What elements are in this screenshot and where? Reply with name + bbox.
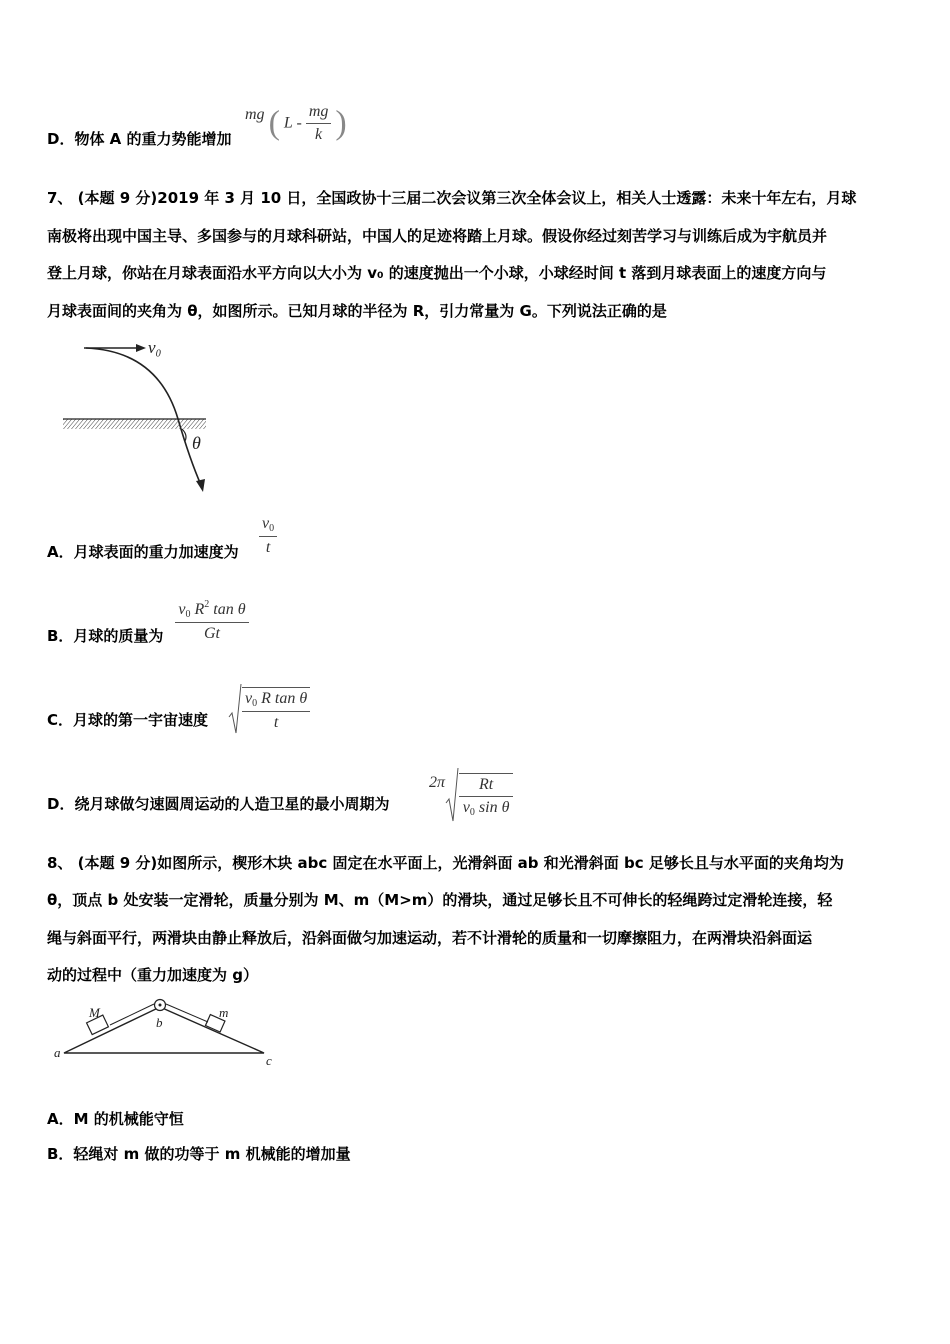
label-b: b [156, 1015, 163, 1030]
q7-option-d-formula: 2π $\frac{Rt}{v_0 \sin \theta}$ [429, 767, 513, 823]
q7-projectile-figure [58, 335, 238, 500]
q7-stem-line-1: 7、 (本题 9 分)2019 年 3 月 10 日，全国政协十三届二次会议第三次全体会议上，相关人士透露：未来十年左右，月球 [47, 189, 857, 207]
label-M: M [89, 1005, 100, 1020]
label-m: m [219, 1005, 229, 1020]
q7-option-c: C．月球的第一宇宙速度 [47, 711, 209, 729]
q7-stem-line-4: 月球表面间的夹角为 θ，如图所示。已知月球的半径为 R，引力常量为 G。下列说法正确的是 [47, 302, 667, 320]
label-a: a [54, 1045, 61, 1060]
velocity-label: v₀ [148, 338, 162, 357]
pulley-axle [159, 1004, 162, 1007]
q7-option-b: B．月球的质量为 [47, 627, 164, 645]
q8-option-b: B．轻绳对 m 做的功等于 m 机械能的增加量 [47, 1145, 351, 1163]
q7-option-a-formula: $\frac{v_0}{t}$ [259, 515, 277, 557]
sqrt-sign [445, 767, 459, 823]
q8-stem-line-4: 动的过程中（重力加速度为 g） [47, 966, 258, 984]
trajectory-curve [86, 348, 201, 485]
q7-option-b-formula: $\frac{v_0 R^2 \tan \theta}{Gt}$ [174, 599, 250, 643]
q6-option-d-label: D．物体 A 的重力势能增加 [47, 130, 232, 148]
q7-stem-line-3: 登上月球，你站在月球表面沿水平方向以大小为 v₀ 的速度抛出一个小球，小球经时间 t 落到月球表面上的速度方向与 [47, 264, 827, 282]
q7-option-c-formula: $\frac{v_0 R \tan \theta}{t}$ [228, 683, 310, 735]
theta-label: θ [192, 433, 201, 453]
q8-wedge-figure [52, 995, 282, 1070]
label-c: c [266, 1053, 272, 1068]
q8-stem-line-3: 绳与斜面平行，两滑块由静止释放后，沿斜面做匀加速运动，若不计滑轮的质量和一切摩擦阻力，在两滑块沿斜面运 [47, 929, 813, 947]
rope-left [110, 1004, 154, 1025]
q6-option-d-formula: mg ( L - $\frac{mg}{k}$ ) [245, 103, 347, 143]
q8-stem-line-2: θ，顶点 b 处安装一定滑轮，质量分别为 M、m（M>m）的滑块，通过足够长且不可伸长的轻绳跨过定滑轮连接，轻 [47, 891, 833, 909]
q7-option-d: D．绕月球做匀速圆周运动的人造卫星的最小周期为 [47, 795, 390, 813]
trajectory-arrowhead [196, 479, 205, 492]
ground-hatch [63, 419, 206, 429]
q8-stem-line-1: 8、 (本题 9 分)如图所示，楔形木块 abc 固定在水平面上，光滑斜面 ab 和光滑斜面 bc 足够长且与水平面的夹角均为 [47, 854, 844, 872]
q7-option-a: A．月球表面的重力加速度为 [47, 543, 239, 561]
sqrt-sign [228, 683, 242, 735]
velocity-arrowhead [136, 344, 146, 352]
q8-option-a: A．M 的机械能守恒 [47, 1110, 184, 1128]
q6-option-d [47, 128, 232, 149]
q7-stem-line-2: 南极将出现中国主导、多国参与的月球科研站，中国人的足迹将踏上月球。假设你经过刻苦学习与训练后成为宇航员并 [47, 227, 828, 245]
